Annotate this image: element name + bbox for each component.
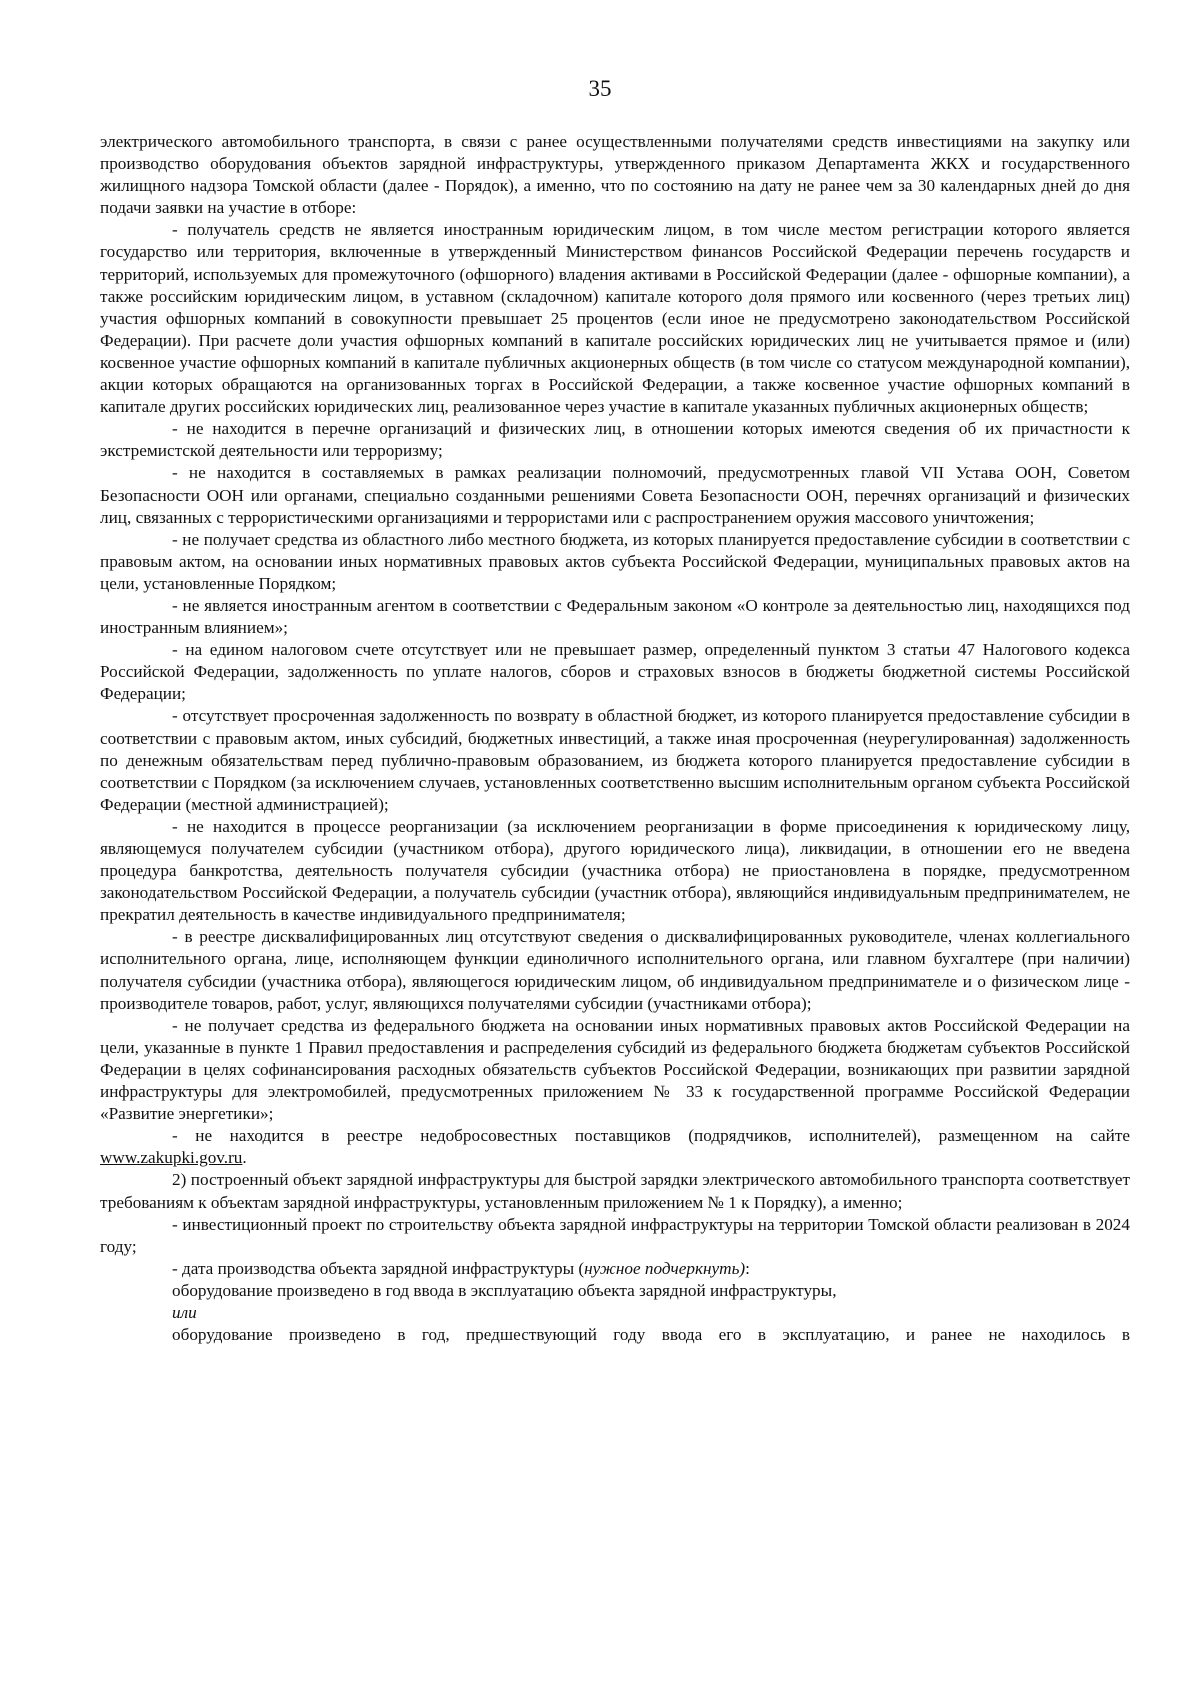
paragraph: - инвестиционный проект по строительству объекта зарядной инфраструктуры на территории Томской области реализован в 2024 году; xyxy=(100,1214,1130,1256)
option-2: оборудование произведено в год, предшествующий году ввода его в эксплуатацию, и ранее не находилось в xyxy=(172,1325,1130,1345)
option-1: оборудование произведено в год ввода в эксплуатацию объекта зарядной инфраструктуры, xyxy=(172,1280,837,1300)
production-date-paragraph xyxy=(100,1258,1130,1280)
registry-text: - не находится в реестре недобросовестных поставщиков (подрядчиков, исполнителей), размещенном на сайте xyxy=(172,1126,1130,1146)
paragraph: - не находится в составляемых в рамках реализации полномочий, предусмотренных главой VII Устава ООН, Советом Безопасности ООН или органами, специально созданными решениями Совета Безопасности ООН, перечнях организаций и физических лиц, связанных с террористическими организациями и террористами или с распространением оружия массового уничтожения; xyxy=(100,463,1130,527)
paragraph: - не находится в перечне организаций и физических лиц, в отношении которых имеются сведения об их причастности к экстремистской деятельности или терроризму; xyxy=(100,419,1130,461)
production-date-text: - дата производства объекта зарядной инфраструктуры ( xyxy=(172,1258,585,1278)
production-date-emphasis: нужное подчеркнуть) xyxy=(584,1258,746,1278)
paragraph: - отсутствует просроченная задолженность по возврату в областной бюджет, из которого планируется предоставление субсидии в соответствии с правовым актом, иных субсидий, бюджетных инвестиций, а также иная просроченная (неурегулированная) задолженность по денежным обязательствам перед публично-правовым образованием, из бюджета которого планируется предоставление субсидии в соответствии с Порядком (за исключением случаев, установленных соответственно высшим исполнительным органом субъекта Российской Федерации (местной администрацией); xyxy=(100,706,1130,814)
paragraph: - на едином налоговом счете отсутствует или не превышает размер, определенный пунктом 3 статьи 47 Налогового кодекса Российской Федерации, задолженность по уплате налогов, сборов и страховых взносов в бюджеты бюджетной системы Российской Федерации; xyxy=(100,640,1130,704)
registry-paragraph xyxy=(100,1125,1130,1169)
document-body xyxy=(100,131,1130,1346)
production-date-tail: : xyxy=(745,1258,750,1278)
paragraph: - не является иностранным агентом в соответствии с Федеральным законом «О контроле за деятельностью лиц, находящихся под иностранным влиянием»; xyxy=(100,595,1130,638)
paragraph: 2) построенный объект зарядной инфраструктуры для быстрой зарядки электрического автомобильного транспорта соответствует требованиям к объектам зарядной инфраструктуры, установленным приложением № 1 к Порядку), а именно; xyxy=(100,1170,1130,1212)
registry-tail: . xyxy=(242,1148,247,1168)
paragraph: - получатель средств не является иностранным юридическим лицом, в том числе местом регистрации которого является государство или территория, включенные в утвержденный Министерством финансов Российской Федерации перечень государств и территорий, используемых для промежуточного (офшорного) владения активами в Российской Федерации (далее - офшорные компании), а также российским юридическим лицом, в уставном (складочном) капитале которого доля прямого или косвенного (через третьих лиц) участия офшорных компаний в совокупности превышает 25 процентов (если иное не предусмотрено законодательством Российской Федерации). При расчете доли участия офшорных компаний в капитале российских юридических лиц не учитывается прямое и (или) косвенное участие офшорных компаний в капитале публичных акционерных обществ (в том числе со статусом международной компании), акции которых обращаются на организованных торгах в Российской Федерации, а также косвенное участие офшорных компаний в капитале других российских юридических лиц, реализованное через участие в капитале указанных публичных акционерных обществ; xyxy=(100,220,1130,417)
page-number: 35 xyxy=(588,76,612,101)
paragraph: - в реестре дисквалифицированных лиц отсутствуют сведения о дисквалифицированных руководителе, членах коллегиального исполнительного органа, лице, исполняющем функции единоличного исполнительного органа, или главном бухгалтере (при наличии) получателя субсидии (участника отбора), являющегося юридическим лицом, об индивидуальном предпринимателе и о физическом лице - производителе товаров, работ, услуг, являющихся получателями субсидии (участниками отбора); xyxy=(100,927,1130,1013)
paragraph: - не находится в процессе реорганизации (за исключением реорганизации в форме присоединения к юридическому лицу, являющемуся получателем субсидии (участником отбора), другого юридического лица), ликвидации, в отношении его не введена процедура банкротства, деятельность получателя субсидии (участника отбора) не приостановлена в порядке, предусмотренном законодательством Российской Федерации, а получатель субсидии (участник отбора), являющийся индивидуальным предпринимателем, не прекратил деятельность в качестве индивидуального предпринимателя; xyxy=(100,816,1130,925)
paragraph: электрического автомобильного транспорта, в связи с ранее осуществленными получателями средств инвестициями на закупку или производство оборудования объектов зарядной инфраструктуры, утвержденного приказом Департамента ЖКХ и государственного жилищного надзора Томской области (далее - Порядок), а именно, что по состоянию на дату не ранее чем за 30 календарных дней до дня подачи заявки на участие в отборе: xyxy=(100,132,1130,218)
paragraph: - не получает средства из федерального бюджета на основании иных нормативных правовых актов Российской Федерации на цели, указанные в пункте 1 Правил предоставления и распределения субсидий из федерального бюджета бюджетам субъектов Российской Федерации в целях софинансирования расходных обязательств субъектов Российской Федерации, возникающих при развитии зарядной инфраструктуры для электромобилей, предусмотренных приложением № 33 к государственной программе Российской Федерации «Развитие энергетики»; xyxy=(100,1015,1130,1124)
paragraph: - не получает средства из областного либо местного бюджета, из которых планируется предоставление субсидии в соответствии с правовым актом, на основании иных нормативных правовых актов субъекта Российской Федерации, муниципальных правовых актов на цели, установленные Порядком; xyxy=(100,529,1130,593)
or-word: или xyxy=(172,1302,197,1322)
zakupki-link[interactable]: www.zakupki.gov.ru xyxy=(100,1148,243,1168)
